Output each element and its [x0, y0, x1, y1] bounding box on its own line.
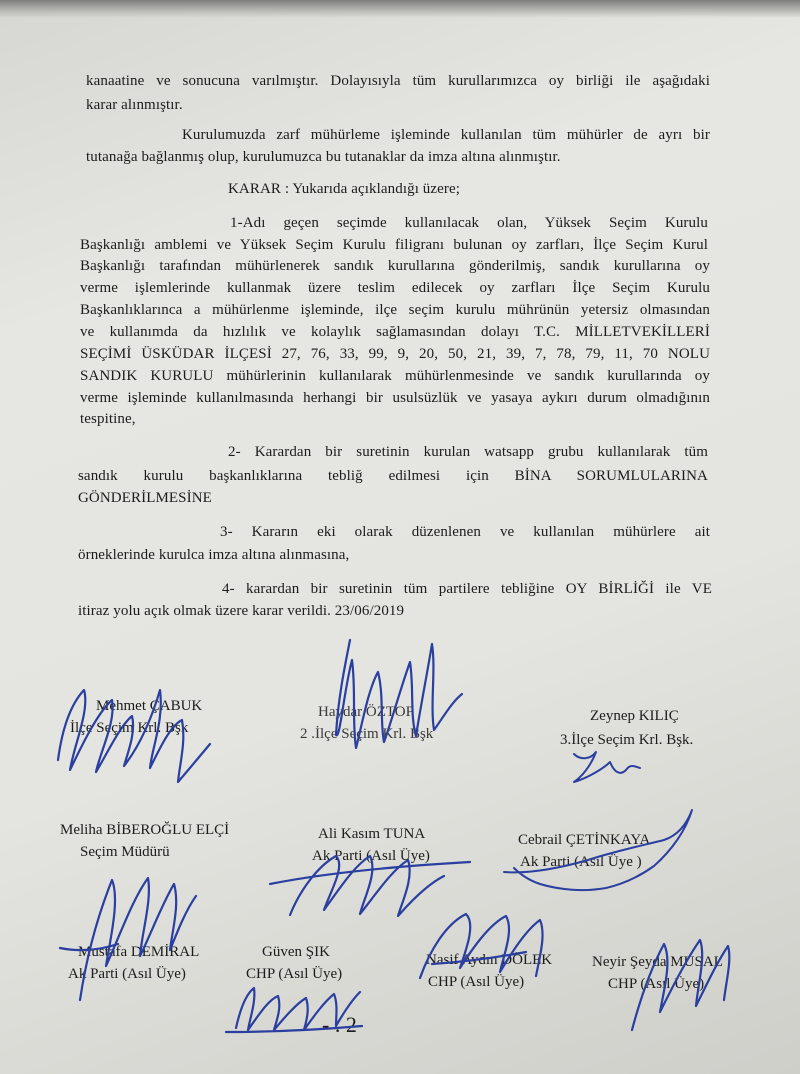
signatory-8-name: Güven ŞIK [262, 944, 330, 960]
signatory-3-title: 3.İlçe Seçim Krl. Bşk. [560, 732, 694, 748]
item2-line-3: GÖNDERİLMESİNE [78, 490, 212, 506]
signatory-10-title: CHP (Asıl Üye) [608, 976, 705, 992]
signatory-6-title: Ak Parti (Asıl Üye ) [520, 854, 642, 870]
signatory-1-title: İlçe Seçim Krl. Bşk [70, 720, 189, 736]
item4-line-2: itiraz yolu açık olmak üzere karar verildi. 23/06/2019 [78, 603, 405, 619]
signatory-5-title: Ak Parti (Asıl Üye) [312, 848, 430, 864]
signatory-1-name: Mehmet ÇABUK [96, 698, 203, 714]
signatory-8-title: CHP (Asıl Üye) [246, 966, 343, 982]
item1-line-4: verme işlemlerinde kullanmak üzere teslim edilecek oy zarfları İlçe Seçim Kurulu [80, 280, 710, 296]
signatory-7-title: Ak Parti (Asıl Üye) [68, 966, 186, 982]
signatory-5-name: Ali Kasım TUNA [318, 826, 426, 842]
signatory-9-name: Nasif Aydın DÖLEK [426, 952, 553, 968]
item1-line-3: Başkanlığı tarafından mühürlenerek sandık kurullarına gönderilmiş, sandık kurullarına oy [80, 258, 710, 274]
signature-3-ink [574, 752, 640, 782]
signatory-9-title: CHP (Asıl Üye) [428, 974, 525, 990]
item1-line-8: SANDIK KURULU mühürlerinin kullanılarak mühürlenmesinde ve sandık kurullarında oy [80, 368, 710, 384]
signatory-6-name: Cebrail ÇETİNKAYA [518, 832, 651, 848]
page-top-shadow [0, 0, 800, 18]
seals-line-1: Kurulumuzda zarf mühürleme işleminde kullanılan tüm mühürler de ayrı bir [182, 127, 710, 143]
item1-line-7: SEÇİMİ ÜSKÜDAR İLÇESİ 27, 76, 33, 99, 9, 20, 50, 21, 39, 7, 78, 79, 11, 70 NOLU [80, 346, 710, 362]
signatory-10-name: Neyir Şeyda MUSAL [592, 954, 723, 970]
intro-line-1: kanaatine ve sonucuna varılmıştır. Dolayısıyla tüm kurullarımızca oy birliği ile aşağıdaki [86, 73, 710, 89]
item3-line-2: örneklerinde kurulca imza altına alınmasına, [78, 547, 350, 563]
item1-line-9: verme işleminde kullanılmasında herhangi bir usulsüzlük ve yasaya aykırı durum olmadığının [80, 390, 710, 406]
karar-heading: KARAR : Yukarıda açıklandığı üzere; [228, 181, 461, 197]
item2-line-1: 2- Karardan bir suretinin kurulan watsapp grubu kullanılarak tüm [228, 444, 708, 460]
item1-line-6: ve kullanımda da hızlılık ve kolaylık sağlamasından dolayı T.C. MİLLETVEKİLLERİ [80, 324, 710, 340]
item1-line-1: 1-Adı geçen seçimde kullanılacak olan, Yüksek Seçim Kurulu [230, 215, 708, 231]
seals-line-2: tutanağa bağlanmış olup, kurulumuzca bu tutanaklar da imza altına alınmıştır. [86, 149, 561, 165]
signatory-7-name: Mustafa DEMİRAL [78, 944, 200, 960]
intro-line-2: karar alınmıştır. [86, 97, 183, 113]
item2-line-2: sandık kurulu başkanlıklarına tebliğ edilmesi için BİNA SORUMLULARINA [78, 468, 708, 484]
item4-line-1: 4- karardan bir suretinin tüm partilere tebliğine OY BİRLİĞİ ile VE [222, 581, 712, 597]
signatory-3-name: Zeynep KILIÇ [590, 708, 679, 724]
page-number: - . 2 [322, 1012, 357, 1037]
signature-6-ink [504, 810, 692, 890]
signatory-4-title: Seçim Müdürü [80, 844, 170, 860]
item3-line-1: 3- Kararın eki olarak düzenlenen ve kullanılan mühürlere ait [220, 524, 710, 540]
signatory-2-title: 2 .İlçe Seçim Krl. Bşk [300, 726, 434, 742]
item1-line-2: Başkanlığı amblemi ve Yüksek Seçim Kurulu filigranı bulunan oy zarfları, İlçe Seçim Kurul [80, 237, 708, 253]
signatory-4-name: Meliha BİBEROĞLU ELÇİ [60, 822, 230, 838]
item1-line-5: Başkanlıklarınca a mühürlenme işleminde, ilçe seçim kurulu mührünün yetersiz olmasından [80, 302, 710, 318]
signatory-2-name: Haydar ÖZTOP [318, 704, 414, 720]
item1-line-10: tespitine, [80, 411, 136, 427]
